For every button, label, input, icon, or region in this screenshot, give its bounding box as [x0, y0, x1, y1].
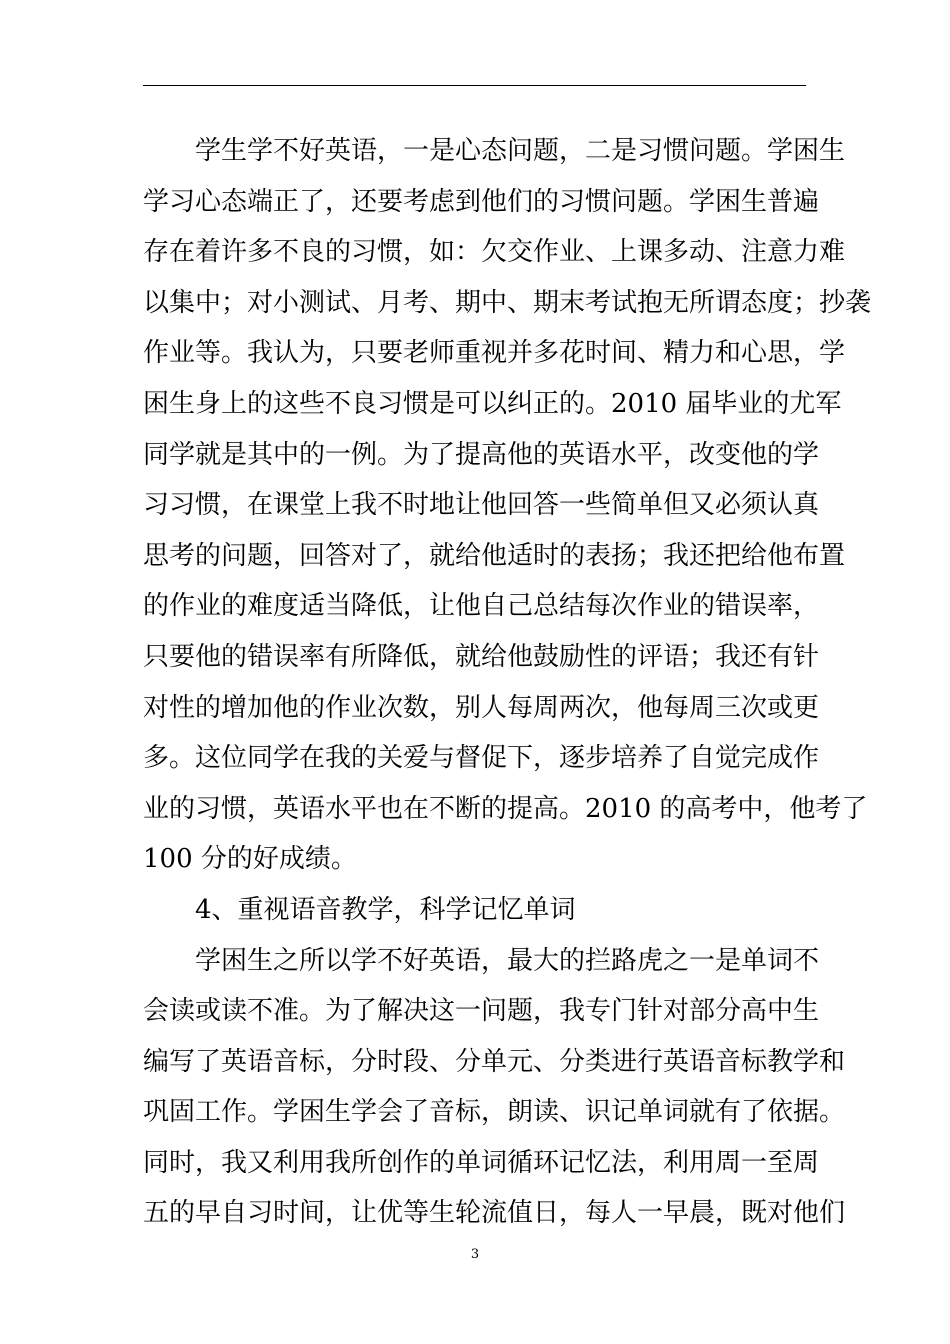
paragraph-line: 习习惯，在课堂上我不时地让他回答一些简单但又必须认真 [143, 490, 820, 521]
paragraph-line: 困生身上的这些不良习惯是可以纠正的。2010 届毕业的尤军 [143, 388, 842, 419]
section-heading: 4、重视语音教学，科学记忆单词 [195, 894, 576, 925]
paragraph-line: 五的早自习时间，让优等生轮流值日，每人一早晨，既对他们 [143, 1198, 846, 1229]
paragraph-line: 只要他的错误率有所降低，就给他鼓励性的评语；我还有针 [143, 641, 820, 672]
paragraph-line: 学习心态端正了，还要考虑到他们的习惯问题。学困生普遍 [143, 186, 820, 217]
paragraph-line: 以集中；对小测试、月考、期中、期末考试抱无所谓态度；抄袭 [143, 287, 872, 318]
document-body [143, 126, 872, 1239]
header-rule [143, 85, 806, 86]
paragraph-line: 学生学不好英语，一是心态问题，二是习惯问题。学困生 [195, 136, 846, 166]
paragraph-line: 编写了英语音标，分时段、分单元、分类进行英语音标教学和 [143, 1046, 846, 1077]
paragraph-line: 多。这位同学在我的关爱与督促下，逐步培养了自觉完成作 [143, 743, 820, 774]
paragraph-line: 会读或读不准。为了解决这一问题，我专门针对部分高中生 [143, 996, 820, 1027]
paragraph-line: 的作业的难度适当降低，让他自己总结每次作业的错误率， [143, 591, 820, 622]
paragraph-line: 存在着许多不良的习惯，如：欠交作业、上课多动、注意力难 [143, 237, 846, 268]
paragraph-line: 100 分的好成绩。 [143, 844, 357, 875]
paragraph-line: 学困生之所以学不好英语，最大的拦路虎之一是单词不 [195, 945, 820, 976]
paragraph-line: 思考的问题，回答对了，就给他适时的表扬；我还把给他布置 [143, 540, 846, 571]
paragraph-line: 同时，我又利用我所创作的单词循环记忆法，利用周一至周 [143, 1147, 820, 1178]
paragraph-line: 业的习惯，英语水平也在不断的提高。2010 的高考中，他考了 [143, 793, 868, 824]
page-number: 3 [470, 1247, 480, 1262]
paragraph-line: 作业等。我认为，只要老师重视并多花时间、精力和心思，学 [143, 338, 846, 369]
paragraph-line: 巩固工作。学困生学会了音标，朗读、识记单词就有了依据。 [143, 1097, 846, 1128]
paragraph-line: 同学就是其中的一例。为了提高他的英语水平，改变他的学 [143, 439, 820, 470]
paragraph-line: 对性的增加他的作业次数，别人每周两次，他每周三次或更 [143, 692, 820, 723]
